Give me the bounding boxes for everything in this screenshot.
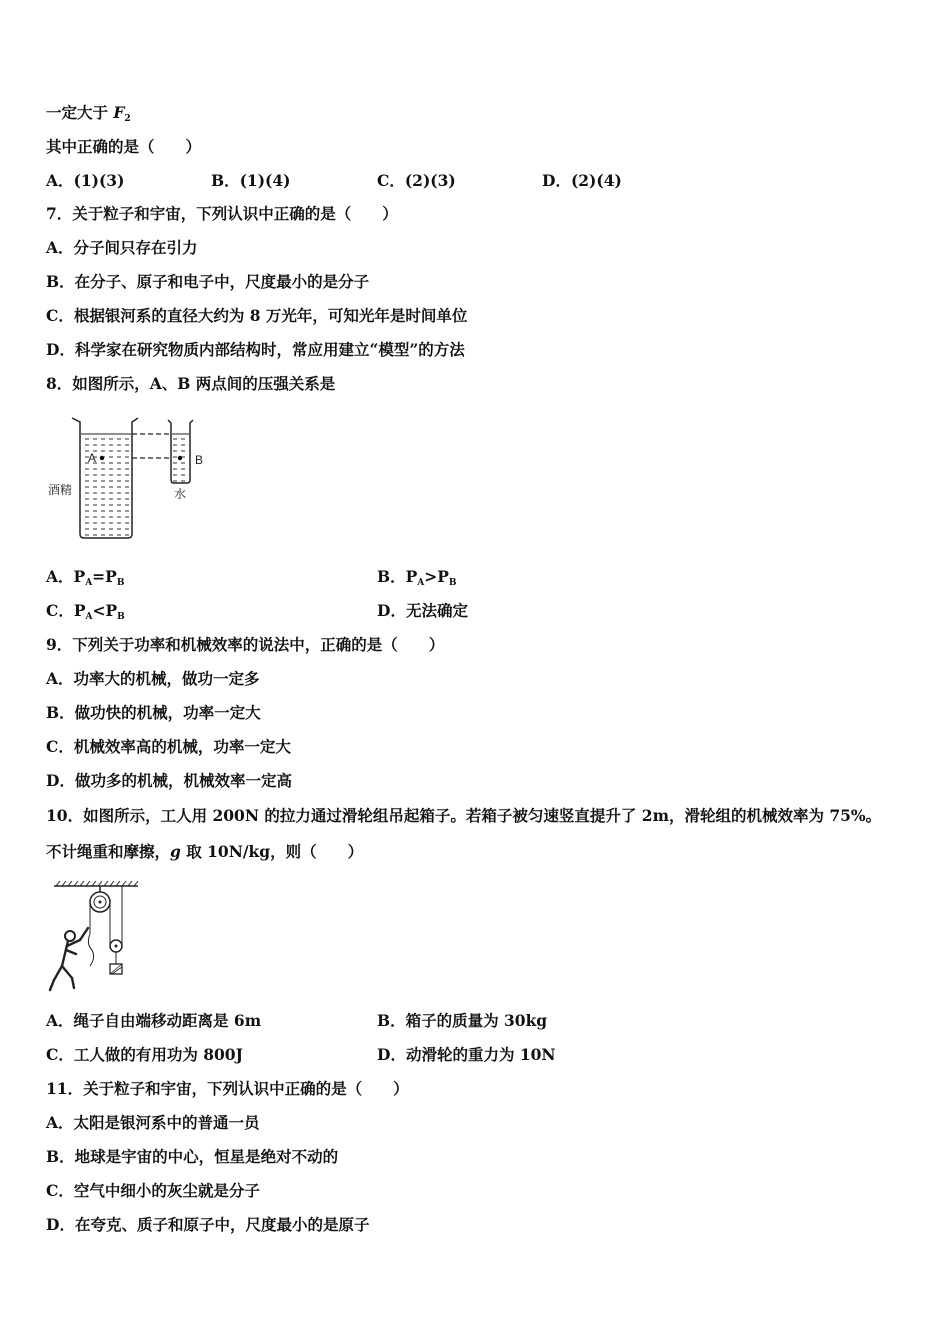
alcohol-liquid (81, 434, 131, 537)
q10-option-c: C．工人做的有用功为 800J (46, 1045, 243, 1064)
q10-option-a: A．绳子自由端移动距离是 6m (46, 1011, 262, 1030)
q6-option-b: B．(1)(4) (211, 171, 291, 190)
label-b: B (195, 453, 204, 467)
q11-option-c: C．空气中细小的灰尘就是分子 (46, 1181, 260, 1200)
q9-stem: 9．下列关于功率和机械效率的说法中，正确的是（ ） (46, 635, 445, 654)
label-water: 水 (174, 487, 187, 501)
q7-option-a: A．分子间只存在引力 (46, 238, 198, 257)
worker-figure (50, 928, 88, 990)
q6-tail-line (46, 103, 131, 129)
q6-option-d: D．(2)(4) (542, 171, 622, 190)
label-a: A (88, 451, 97, 465)
q9-option-a: A．功率大的机械，做功一定多 (46, 669, 260, 688)
q11-stem: 11．关于粒子和宇宙，下列认识中正确的是（ ） (46, 1079, 409, 1098)
q7-stem: 7．关于粒子和宇宙，下列认识中正确的是（ ） (46, 204, 398, 223)
q9-option-c: C．机械效率高的机械，功率一定大 (46, 737, 291, 756)
q8-stem: 8．如图所示，A、B 两点间的压强关系是 (46, 374, 336, 393)
q7-option-d: D．科学家在研究物质内部结构时，常应用建立“模型”的方法 (46, 340, 465, 359)
q9-option-d: D．做功多的机械，机械效率一定高 (46, 771, 292, 790)
q8-option-b: B．$P_A>P_B$ (377, 567, 457, 588)
label-alcohol: 酒精 (48, 483, 73, 497)
q11-option-d: D．在夸克、质子和原子中，尺度最小的是原子 (46, 1215, 370, 1234)
q6-option-a: A．(1)(3) (46, 171, 125, 190)
point-b (178, 456, 182, 460)
q8-option-c: C．$P_A<P_B$ (46, 601, 125, 622)
q10-option-b: B．箱子的质量为 30kg (377, 1011, 548, 1030)
q6-tail-text: 一定大于 (46, 103, 114, 122)
q7-option-b: B．在分子、原子和电子中，尺度最小的是分子 (46, 272, 370, 291)
point-a (100, 456, 104, 460)
q7-option-c: C．根据银河系的直径大约为 8 万光年，可知光年是时间单位 (46, 306, 468, 325)
q6-question: 其中正确的是（ ） (46, 137, 202, 156)
q10-option-d: D．动滑轮的重力为 10N (377, 1045, 556, 1064)
q11-option-b: B．地球是宇宙的中心，恒星是绝对不动的 (46, 1147, 339, 1166)
q6-tail-var: F (113, 103, 125, 122)
q9-option-b: B．做功快的机械，功率一定大 (46, 703, 261, 722)
q8-option-a: A．$P_A=P_B$ (46, 567, 125, 588)
q6-option-c: C．(2)(3) (377, 171, 456, 190)
q6-tail-sub: 2 (124, 114, 131, 124)
q10-stem-line2: 不计绳重和摩擦，g 取 10N/kg，则（ ） (46, 842, 364, 861)
q8-beakers-figure (44, 412, 210, 546)
q10-stem-line1: 10．如图所示，工人用 200N 的拉力通过滑轮组吊起箱子。若箱子被匀速竖直提升了 2m，滑轮组的机械效率为 75%。 (46, 806, 882, 825)
q10-pulley-figure (46, 878, 142, 996)
q11-option-a: A．太阳是银河系中的普通一员 (46, 1113, 260, 1132)
q8-option-d: D．无法确定 (377, 601, 468, 620)
